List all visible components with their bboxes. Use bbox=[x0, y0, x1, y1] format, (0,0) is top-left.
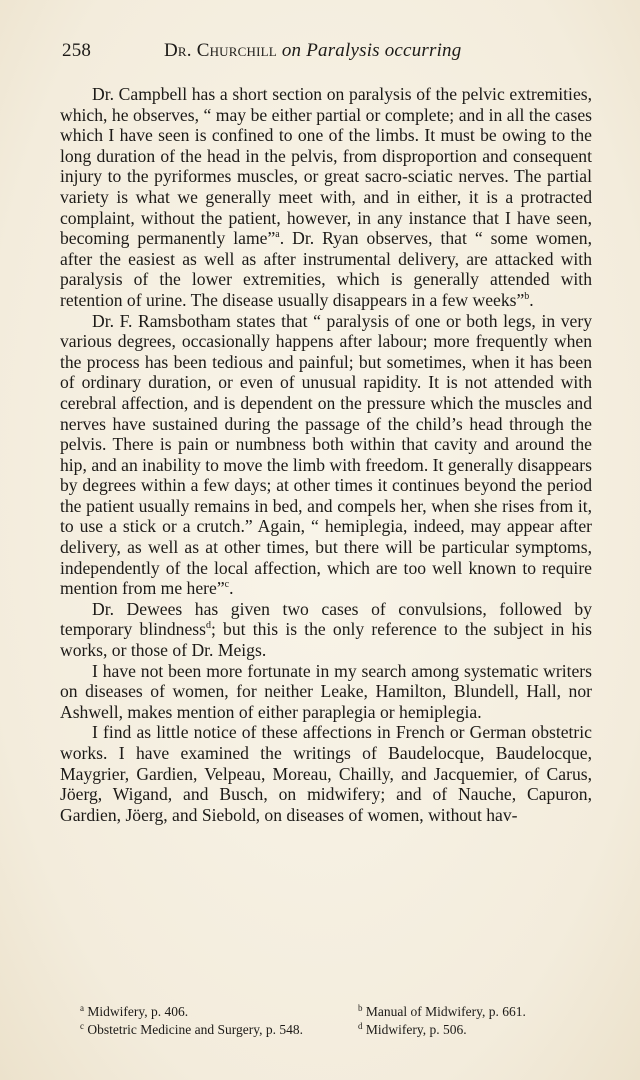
paragraph bbox=[60, 722, 592, 825]
paragraph-text: ; but this is the only reference to the subject in his works, or those of Dr. Meigs. bbox=[60, 619, 592, 661]
running-title-subject: on Paralysis occurring bbox=[281, 40, 462, 61]
footnote bbox=[80, 1021, 303, 1039]
paragraph-text: . Dr. Ryan observes, that “ some women, after the easiest as well as after instrumental delivery, are attacked with paralysis of the lower extremities, which is generally attended with retention of urine. The disease usually disappears in a few weeks” bbox=[60, 228, 592, 310]
paragraph-text: Dr. F. Ramsbotham states that “ paralysis of one or both legs, in very various degrees, occasionally happens after labour; more frequently when the process has been tedious and painful; but sometimes, when it has been of ordinary duration, or even of unusual rapidity. It is not attended with cerebral affection, and is dependent on the pressure which the muscles and nerves have sustained during the passage of the child’s head through the pelvis. There is pain or numbness both within that cavity and around the hip, and an inability to move the limb with freedom. It generally disappears by degrees within a few days; at other times it continues beyond the period the patient usually remains in bed, and compels her, when she rises from it, to use a stick or a crutch.” Again, “ hemiplegia, indeed, may appear after delivery, as well as at other times, but there will be particular symptoms, independently of the local affection, which are too well known to require mention from me here” bbox=[60, 310, 592, 599]
footnote bbox=[358, 1003, 526, 1021]
paragraph bbox=[60, 311, 592, 599]
running-title-author: Dr. Churchill bbox=[164, 40, 277, 61]
footnote-text: Midwifery, p. 406. bbox=[87, 1004, 189, 1019]
footnote-text: Midwifery, p. 506. bbox=[365, 1022, 467, 1037]
footnote-ref: d bbox=[205, 620, 211, 632]
paragraph-text: I find as little notice of these affections in French or German obstetric works. I have examined the writings of Baudelocque, Baudelocque, Maygrier, Gardien, Velpeau, Moreau, Chailly, and Jacquemier, of Carus, Jöerg, Wigand, and Busch, on midwifery; and of Nauche, Capuron, Gardien, Jöerg, and Siebold, on diseases of women, without hav- bbox=[60, 722, 592, 825]
footnote-ref: b bbox=[524, 290, 530, 302]
footnote bbox=[80, 1003, 188, 1021]
paragraph bbox=[60, 84, 592, 311]
running-title bbox=[164, 40, 461, 62]
footnote bbox=[358, 1021, 467, 1039]
footnote-ref: a bbox=[275, 229, 280, 241]
footnote-mark: a bbox=[80, 1003, 84, 1013]
footnote-mark: c bbox=[80, 1021, 84, 1031]
footnote-mark: b bbox=[358, 1003, 363, 1013]
running-head bbox=[62, 40, 582, 70]
footnote-text: Obstetric Medicine and Surgery, p. 548. bbox=[87, 1022, 303, 1037]
footnote-ref: c bbox=[224, 579, 230, 591]
page-number: 258 bbox=[62, 40, 92, 61]
body-text bbox=[60, 84, 592, 825]
footnote-mark: d bbox=[358, 1021, 363, 1031]
paragraph-text: Dr. Dewees has given two cases of convulsions, followed by temporary blindness bbox=[60, 598, 592, 640]
footnote-text: Manual of Midwifery, p. 661. bbox=[365, 1004, 526, 1019]
paragraph-text: . bbox=[229, 578, 234, 599]
paragraph-text: I have not been more fortunate in my search among systematic writers on diseases of women, for neither Leake, Hamilton, Blundell, Hall, nor Ashwell, makes mention of either paraplegia or hemiplegia. bbox=[60, 660, 592, 722]
paragraph bbox=[60, 599, 592, 661]
paragraph-text: . bbox=[529, 289, 534, 310]
paragraph-text: Dr. Campbell has a short section on paralysis of the pelvic extremities, which, he observes, “ may be either partial or complete; and in all the cases which I have seen is confined to one of the limbs. It must be owing to the long duration of the head in the pelvis, from disproportion and consequent injury to the pyriformes muscles, or great sacro-sciatic nerves. The partial variety is what we generally meet with, and in either, it is a protracted complaint, without the patient, however, in any instance that I have seen, becoming permanently lame” bbox=[60, 84, 592, 249]
paragraph bbox=[60, 661, 592, 723]
